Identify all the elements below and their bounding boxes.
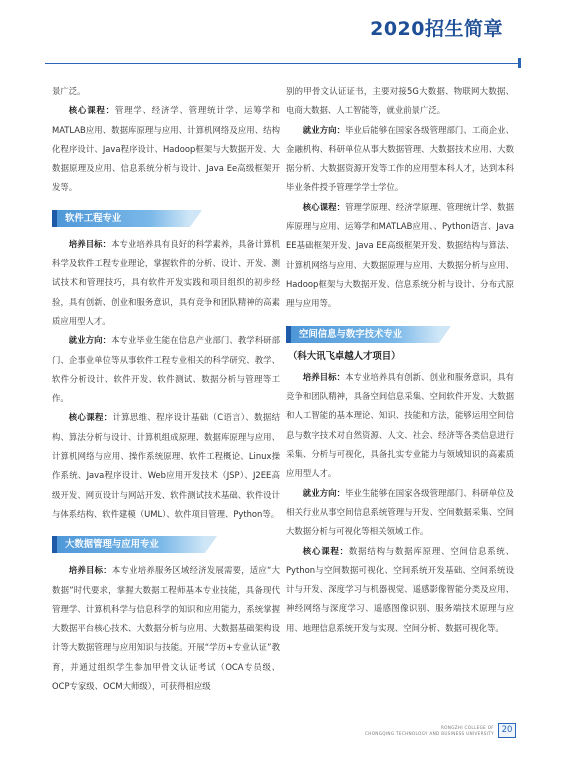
text-core: 管理学原理、经济学原理、管理统计学、数据库原理与应用、运筹学和MATLAB应用、、Python语言、Java EE基础框架开发、Java EE高级框架开发、数据结构与算法、计算机网络与应用、大数据原理与应用、大数据分析与应用、Hadoop框架与大数据开发、信息系统分析与设计、分布式原理与应用等。 <box>286 201 515 309</box>
label-goal: 培养目标： <box>68 238 112 249</box>
text-goal: 本专业培养具有创新、创业和服务意识，具有竞争和团队精神，具备空间信息采集、空间软件开发、大数据和人工智能的基本理论、知识、技能和方法，能够运用空间信息与数字技术对自然资源、人文、社会、经济等各类信息进行采集、分析与可视化，具备扎实专业能力与领域知识的高素质应用型人才。 <box>286 371 515 479</box>
paragraph-geo-direction <box>286 484 514 542</box>
label-core: 核心课程： <box>302 545 349 556</box>
page-title: 2020招生简章 <box>370 18 503 40</box>
text-direction: 本专业毕业生能在信息产业部门、教学科研部门、企事业单位等从事软件工程专业相关的科学研究、教学、软件分析设计、软件开发、软件测试、数据分析与管理等工作。 <box>52 335 281 404</box>
label-direction: 就业方向： <box>302 124 346 135</box>
footer-line-1: RONGZHI COLLEGE OF <box>440 724 494 730</box>
paragraph-geo-goal <box>286 368 514 484</box>
page-number: 20 <box>498 723 516 738</box>
label-direction: 就业方向： <box>302 487 346 498</box>
paragraph-core-courses <box>52 101 280 197</box>
paragraph-bd-goal-continued: 别的甲骨文认证证书，主要对接5G大数据、物联网大数据、电商大数据、人工智能等，就业前景广泛。 <box>286 86 514 116</box>
section-heading-spatial-info <box>286 326 439 343</box>
paragraph-bd-goal <box>52 561 280 696</box>
right-column <box>286 82 514 638</box>
header-divider-mark <box>460 58 521 68</box>
text-goal: 本专业培养具有良好的科学素养，具备计算机科学及软件工程专业理论，掌握软件的分析、设计、开发、测试技术和管理技巧，具有软件开发实践和项目组织的初步经验，具有创新、创业和服务意识，具有竞争和团队精神的高素质应用型人才。 <box>52 238 281 326</box>
footer-line-2: CHONGQING TECHNOLOGY AND BUSINESS UNIVERSITY <box>365 730 494 736</box>
section-title: 软件工程专业 <box>65 212 122 224</box>
paragraph-se-goal <box>52 235 280 331</box>
section-heading-big-data <box>52 536 205 553</box>
section-heading-tail <box>205 536 217 553</box>
text-goal: 本专业培养服务区域经济发展需要，适应“大数据”时代要求，掌握大数据工程师基本专业技能，具备现代管理学、计算机科学与信息科学的知识和应用能力，系统掌握大数据平台核心技术、大数据分析与应用、大数据基础架构设计等大数据管理与应用知识与技能。开展“学历+专业认证”教育，并通过组织学生参加甲骨文认证考试（OCA专员级、OCP专家级、OCM大师级），可获得相应级 <box>52 565 281 692</box>
footer-college-name <box>365 725 494 737</box>
section-heading-tail <box>190 210 202 227</box>
text-core: 计算思维、程序设计基础（C语言）、数据结构、算法分析与设计、计算机组成原理、数据库原理与应用、计算机网络与应用、操作系统原理、软件工程概论、Linux操作系统、Java程序设计、Web应用开发技术（JSP）、J2EE高级开发、网页设计与网站开发、软件测试技术基础、软件设计与体系结构、软件建模（UML）、软件项目管理、Python等。 <box>52 412 280 519</box>
left-column <box>52 82 280 696</box>
label-core: 核心课程： <box>68 412 113 423</box>
section-title: 大数据管理与应用专业 <box>65 539 159 551</box>
section-subtitle: （科大讯飞卓越人才项目） <box>288 350 401 362</box>
label-goal: 培养目标： <box>302 371 346 382</box>
paragraph-se-direction <box>52 331 280 408</box>
section-heading-tail <box>439 326 451 343</box>
intro-tail: 景广泛。 <box>52 86 86 96</box>
label-core: 核心课程： <box>302 201 346 212</box>
text-direction: 毕业后能够在国家各级管理部门、工商企业、金融机构、科研单位从事大数据管理、大数据技术应用、大数据分析、大数据资源开发等工作的应用型本科人才，达到本科毕业条件授予管理学学士学位。 <box>286 124 515 193</box>
header-divider <box>45 63 521 64</box>
label-goal: 培养目标： <box>68 565 112 576</box>
paragraph-geo-core <box>286 542 514 638</box>
paragraph-bd-core <box>286 198 514 314</box>
section-title: 空间信息与数字技术专业 <box>299 328 403 340</box>
text-core-courses: 管理学、经济学、管理统计学、运筹学和MATLAB应用、数据库原理与应用、计算机网络及应用、结构化程序设计、Java程序设计、Hadoop框架与大数据开发、大数据原理及应用、信息系统分析与设计、Java Ee高级框架开发等。 <box>52 105 281 193</box>
paragraph-bd-direction <box>286 121 514 198</box>
page-footer <box>365 723 516 738</box>
paragraph-se-core <box>52 408 280 524</box>
text-core: 数据结构与数据库原理、空间信息系统、Python与空间数据可视化、空间系统开发基础、空间系统设计与开发、深度学习与机器视觉、遥感影像智能分类及应用、神经网络与深度学习、遥感图像识别、服务端技术原理与应用、地理信息系统开发与实现、空间分析、数据可视化等。 <box>286 545 515 633</box>
label-core-courses: 核心课程： <box>68 105 115 116</box>
text-direction: 毕业生能够在国家各级管理部门、科研单位及相关行业从事空间信息系统管理与开发、空间数据采集、空间大数据分析与可视化等相关领域工作。 <box>286 487 515 537</box>
label-direction: 就业方向： <box>68 335 112 346</box>
section-heading-software-engineering <box>52 210 190 227</box>
